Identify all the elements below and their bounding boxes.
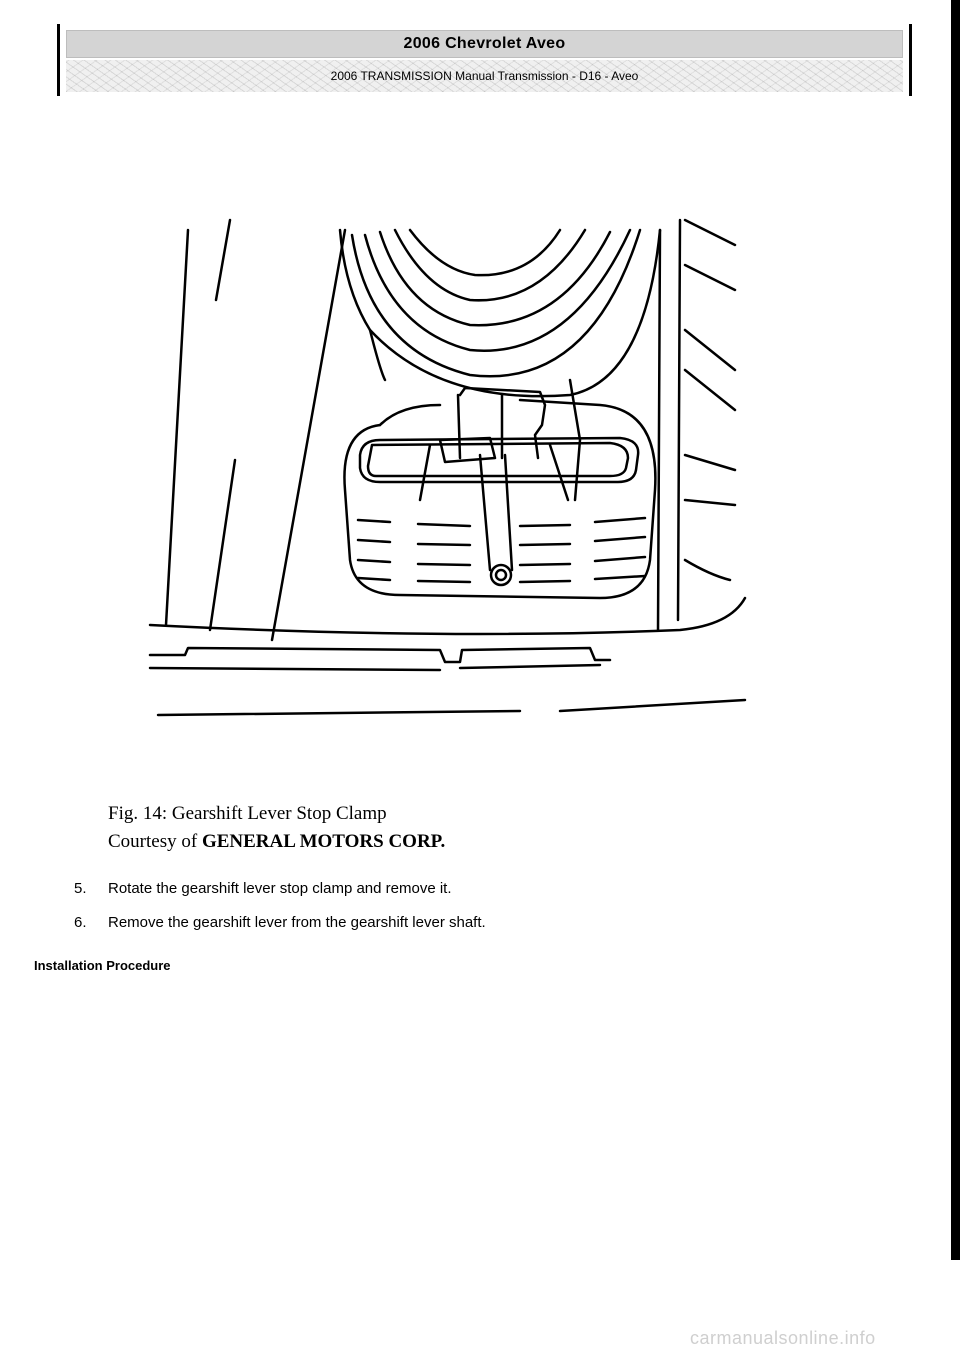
figure-caption: [108, 800, 445, 856]
section-subtitle: 2006 TRANSMISSION Manual Transmission - D16 - Aveo: [66, 60, 903, 92]
step-text: Rotate the gearshift lever stop clamp and remove it.: [108, 880, 452, 897]
step-text: Remove the gearshift lever from the gearshift lever shaft.: [108, 914, 486, 931]
figure-credit: [108, 828, 445, 856]
page-edge-bar: [951, 0, 960, 1260]
credit-name: GENERAL MOTORS CORP.: [201, 831, 446, 852]
vehicle-title: 2006 Chevrolet Aveo: [66, 30, 903, 58]
list-item: [74, 906, 774, 940]
step-number: 5.: [74, 880, 87, 897]
step-number: 6.: [74, 914, 87, 931]
procedure-steps: [74, 872, 774, 940]
site-watermark: carmanualsonline.info: [690, 1328, 876, 1348]
list-item: [74, 872, 774, 906]
gearshift-lever-stop-clamp-figure: [140, 200, 760, 740]
document-header: [57, 24, 912, 96]
figure-title: Fig. 14: Gearshift Lever Stop Clamp: [108, 803, 387, 824]
credit-prefix: Courtesy of: [108, 831, 198, 852]
section-heading: Installation Procedure: [34, 958, 171, 973]
